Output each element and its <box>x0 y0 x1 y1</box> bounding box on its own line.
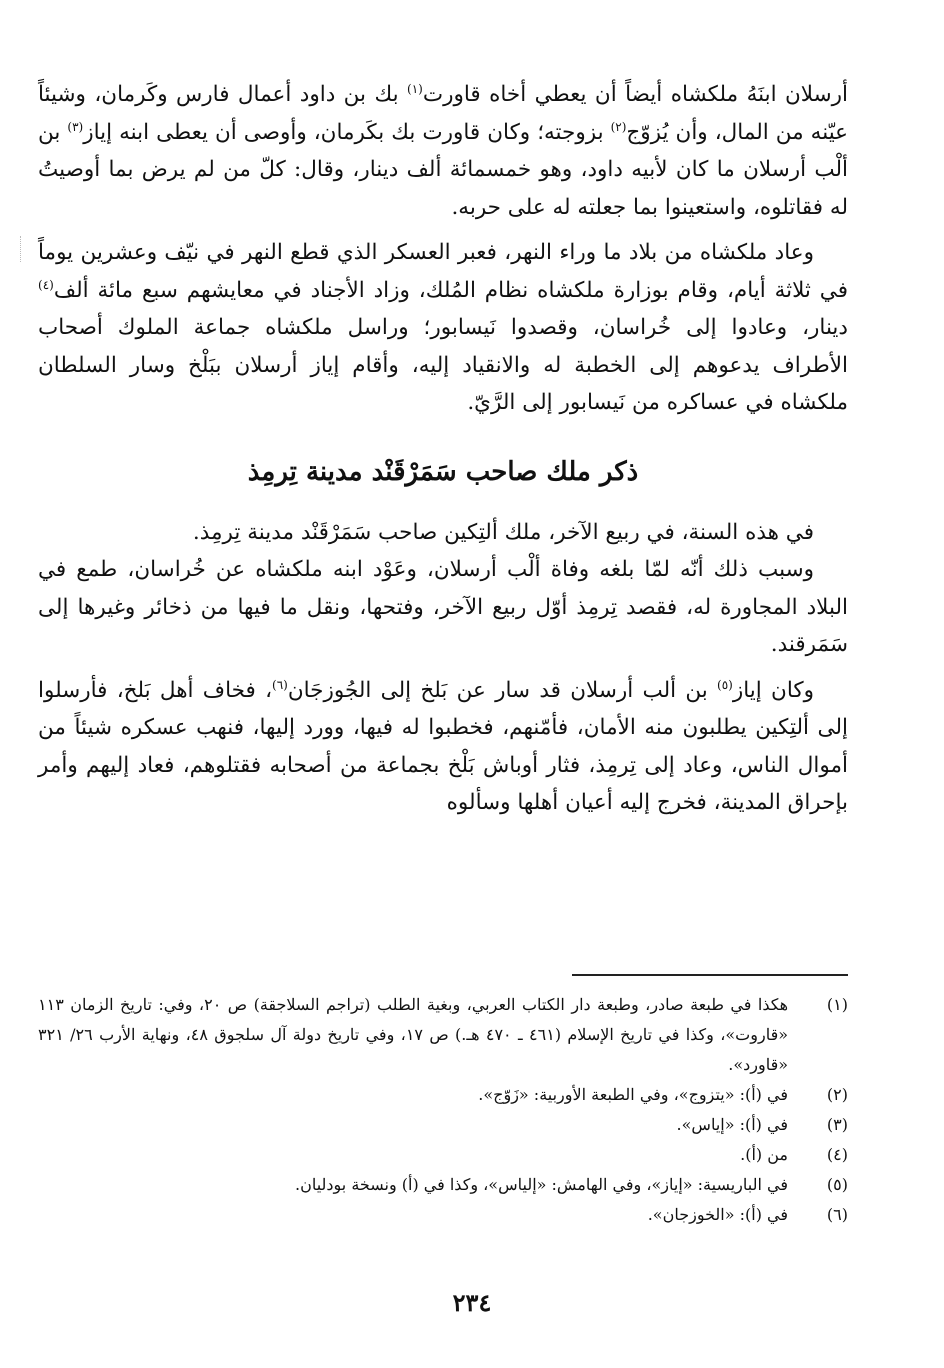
footnote-number: (٤) <box>826 1145 848 1164</box>
page-number: ٢٣٤ <box>452 1288 492 1317</box>
footnote-separator <box>572 974 848 976</box>
footnote-text: في (أ): «يتزوج»، وفي الطبعة الأوربية: «زَوّج». <box>478 1085 788 1104</box>
text-run: في هذه السنة، في ربيع الآخر، ملك ألتِكين صاحب سَمَرْقَنْد مدينة تِرمِذ. <box>192 519 814 545</box>
text-run: ، فخاف أهل بَلخ، فأرسلوا إلى ألتِكين يطلبون منه الأمان، فأمّنهم، فخطبوا له فيها، وورد إليها، فنهب عسكره شيئاً من أموال الناس، وعاد إلى تِرمِذ، فثار أوباش بَلْخ بجماعة من أصحابه فقتلوهم، فعاد إليهم وأمر بإحراق المدينة، فخرج إليه أعيان أهلها وسألوه <box>38 677 848 815</box>
paragraph-5 <box>38 672 848 822</box>
footnote-ref-3[interactable]: (٣) <box>67 119 84 134</box>
footnote-number: (١) <box>826 995 848 1014</box>
text-run: بن ألب أرسلان قد سار عن بَلخ إلى الجُوزجَان <box>287 677 718 703</box>
footnote-3 <box>38 1110 848 1140</box>
footnote-1 <box>38 990 848 1080</box>
margin-mark <box>20 236 23 262</box>
footnote-text: هكذا في طبعة صادر، وطبعة دار الكتاب العربي، وبغية الطلب (تراجم السلاجقة) ص ٢٠، وفي: تاريخ الزمان ١١٣ «قاروت»، وكذا في تاريخ الإسلام (٤٦١ ـ ٤٧٠ هـ.) ص ١٧، وفي تاريخ دولة آل سلجوق ٤٨، ونهاية الأرب ٢٦/ ٣٢١ «قاورد». <box>38 995 789 1074</box>
paragraph-4 <box>38 551 848 664</box>
paragraph-1 <box>38 76 848 226</box>
footnote-4 <box>38 1140 848 1170</box>
text-run: أرسلان ابنَهُ ملكشاه أيضاً أن يعطي أخاه قاورت <box>422 82 849 107</box>
footnote-2 <box>38 1080 848 1110</box>
text-run: بزوجته؛ وكان قاورت بك بكَرمان، وأوصى أن يعطى ابنه إياز <box>83 119 611 145</box>
footnote-text: من (أ). <box>740 1145 788 1164</box>
footnote-ref-5[interactable]: (٥) <box>717 677 733 692</box>
footnote-number: (٣) <box>826 1115 848 1134</box>
footnote-6 <box>38 1200 848 1230</box>
footnote-ref-2[interactable]: (٢) <box>610 119 627 134</box>
footnote-ref-6[interactable]: (٦) <box>272 677 288 692</box>
text-run: بن ألْب أرسلان ما كان لأبيه داود، وهو خمسمائة ألف دينار، وقال: كلّ من لم يرض بما أوصيتُ له فقاتلوه، واستعينوا بما جعلته له على حربه. <box>38 119 848 220</box>
page-body <box>38 76 848 822</box>
text-run: وعاد ملكشاه من بلاد ما وراء النهر، فعبر العسكر الذي قطع النهر في نيّف وعشرين يوماً في ثلاثة أيام، وقام بوزارة ملكشاه نظام المُلك، وزاد الأجناد في معايشهم سبع مائة ألف <box>38 240 848 303</box>
text-run: وسبب ذلك أنّه لمّا بلغه وفاة ألْب أرسلان، وعَوْد ابنه ملكشاه عن خُراسان، طمع في البلاد المجاورة له، فقصد تِرمِذ أوّل ربيع الآخر، وفتحها، ونقل ما فيها من ذخائر وغيرها إلى سَمَرقند. <box>38 557 848 657</box>
footnote-text: في (أ): «إياس». <box>676 1115 788 1134</box>
text-run: دينار، وعادوا إلى خُراسان، وقصدوا نَيسابور؛ وراسل ملكشاه جماعة الملوك أصحاب الأطراف يدعوهم إلى الخطبة له والانقياد إليه، وأقام إياز أرسلان ببَلْخ وسار السلطان ملكشاه في عساكره من نَيسابور إلى الرَّيّ. <box>38 315 848 415</box>
paragraph-3 <box>38 514 848 552</box>
footnote-text: في (أ): «الخوزجان». <box>647 1205 788 1224</box>
footnote-5 <box>38 1170 848 1200</box>
footnote-number: (٥) <box>826 1175 848 1194</box>
footnote-number: (٦) <box>826 1205 848 1224</box>
footnote-text: في الباريسية: «إياز»، وفي الهامش: «إلياس»، وكذا في (أ) ونسخة بودليان. <box>294 1175 788 1194</box>
paragraph-2 <box>38 234 848 422</box>
footnote-ref-1[interactable]: (١) <box>407 81 423 96</box>
section-heading: ذكر ملك صاحب سَمَرْقَنْد مدينة تِرمِذ <box>247 456 639 487</box>
footnotes <box>38 990 848 1230</box>
footnote-number: (٢) <box>826 1085 848 1104</box>
text-run: بك بن داود أعمال فارس وكَرمان، وشيئاً عيّنه من المال، وأن يُزوّج <box>38 82 849 145</box>
footnote-ref-4[interactable]: (٤) <box>38 277 54 292</box>
text-run: وكان إياز <box>732 677 814 703</box>
